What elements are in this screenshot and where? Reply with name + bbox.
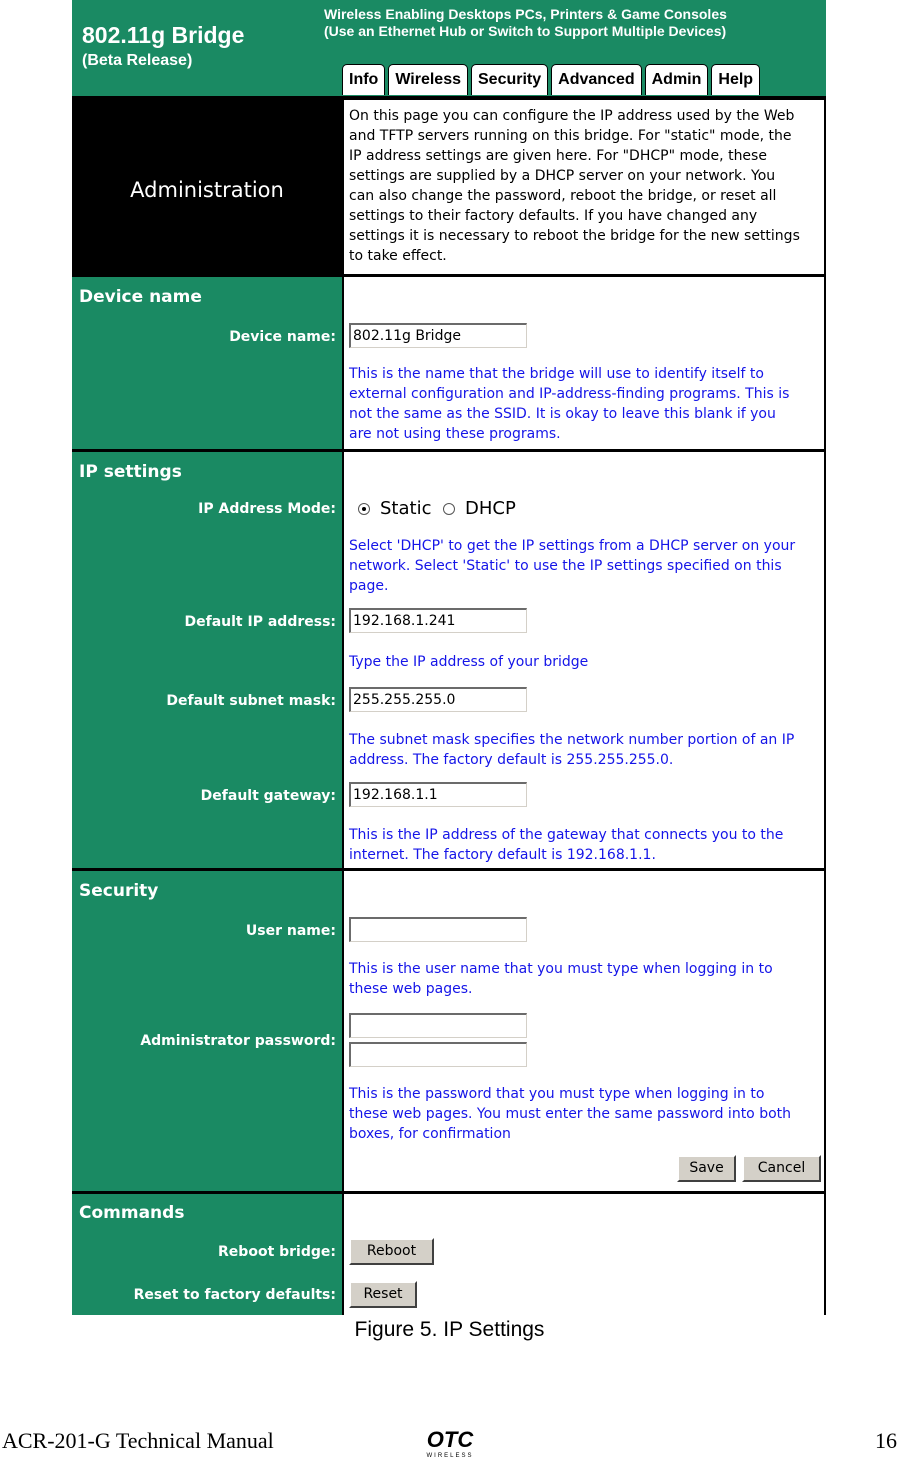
commands-left [72, 1194, 342, 1315]
reboot-label: Reboot bridge: [218, 1244, 336, 1260]
manual-title: ACR-201-G Technical Manual [2, 1428, 274, 1453]
intro-line: On this page you can configure the IP address used by the Web [349, 108, 795, 124]
tagline-line-2: (Use an Ethernet Hub or Switch to Support Multiple Devices) [324, 23, 727, 39]
nav-tabs [342, 64, 760, 96]
reset-button[interactable]: Reset [349, 1281, 417, 1308]
tab-help[interactable]: Help [711, 64, 760, 95]
section-title-device-name: Device name [79, 287, 202, 307]
help-line: network. Select 'Static' to use the IP settings specified on this [349, 558, 782, 574]
ip-address-help: Type the IP address of your bridge [349, 654, 589, 670]
help-line: This is the user name that you must type when logging in to [349, 961, 773, 977]
release-label: (Beta Release) [82, 52, 193, 69]
static-radio-label: Static [380, 498, 432, 519]
dhcp-radio-label: DHCP [465, 498, 516, 519]
section-title-commands: Commands [79, 1203, 185, 1223]
section-title-security: Security [79, 881, 159, 901]
cancel-button[interactable]: Cancel [742, 1155, 821, 1182]
password-confirm-input[interactable] [349, 1042, 527, 1067]
ip-settings-right [342, 452, 826, 870]
help-line: This is the IP address of the gateway that connects you to the [349, 827, 784, 843]
tab-info[interactable]: Info [342, 64, 385, 95]
reset-label: Reset to factory defaults: [133, 1287, 336, 1303]
help-line: page. [349, 578, 389, 594]
help-line: these web pages. You must enter the same password into both [349, 1106, 792, 1122]
help-line: external configuration and IP-address-finding programs. This is [349, 386, 790, 402]
subnet-mask-label: Default subnet mask: [166, 693, 336, 709]
tab-admin[interactable]: Admin [645, 64, 709, 95]
password-help [349, 1084, 819, 1144]
ip-address-label: Default IP address: [184, 614, 336, 630]
device-name-right [342, 277, 826, 451]
device-name-left [72, 277, 342, 451]
intro-line: settings to their factory defaults. If you have changed any [349, 208, 758, 224]
intro-line: can also change the password, reboot the bridge, or reset all [349, 188, 777, 204]
ip-mode-help [349, 536, 819, 596]
dhcp-radio[interactable] [443, 503, 455, 515]
figure-caption: Figure 5. IP Settings [354, 1318, 545, 1341]
help-line: The subnet mask specifies the network number portion of an IP [349, 732, 795, 748]
ip-settings-section [72, 449, 826, 870]
tab-advanced[interactable]: Advanced [551, 64, 641, 95]
intro-line: IP address settings are given here. For "DHCP" mode, these [349, 148, 767, 164]
device-name-input[interactable] [349, 323, 527, 348]
ip-address-input[interactable] [349, 608, 527, 633]
help-line: boxes, for confirmation [349, 1126, 511, 1142]
save-button[interactable]: Save [677, 1155, 736, 1182]
subnet-mask-help [349, 730, 819, 770]
password-input[interactable] [349, 1013, 527, 1038]
help-line: internet. The factory default is 192.168.1.1. [349, 847, 656, 863]
security-right [342, 871, 826, 1193]
logo-text: OTC [426, 1427, 474, 1452]
tagline-line-1: Wireless Enabling Desktops PCs, Printers & Game Consoles [324, 6, 727, 22]
page-number: 16 [875, 1428, 897, 1453]
page-title: Administration [130, 178, 284, 202]
page-header [72, 0, 826, 96]
gateway-label: Default gateway: [200, 788, 336, 804]
security-left [72, 871, 342, 1193]
intro-text-panel [342, 100, 826, 276]
intro-line: settings it is necessary to reboot the bridge for the new settings [349, 228, 800, 244]
device-name-help [349, 364, 819, 444]
intro-line: settings are supplied by a DHCP server on your network. You [349, 168, 776, 184]
help-line: Select 'DHCP' to get the IP settings from a DHCP server on your [349, 538, 796, 554]
device-name-section [72, 274, 826, 451]
intro-title-panel [72, 100, 342, 276]
section-title-ip-settings: IP settings [79, 462, 182, 482]
product-title: 802.11g Bridge [82, 22, 245, 48]
intro-line: to take effect. [349, 248, 447, 264]
commands-right [342, 1194, 826, 1315]
intro-line: and TFTP servers running on this bridge. For "static" mode, the [349, 128, 792, 144]
reboot-button[interactable]: Reboot [349, 1238, 434, 1265]
help-line: This is the name that the bridge will use to identify itself to [349, 366, 764, 382]
user-name-label: User name: [245, 923, 336, 939]
help-line: This is the password that you must type when logging in to [349, 1086, 765, 1102]
tagline [324, 6, 727, 40]
ip-mode-label: IP Address Mode: [198, 501, 336, 517]
intro-row [72, 96, 826, 276]
user-name-input[interactable] [349, 917, 527, 942]
help-line: these web pages. [349, 981, 473, 997]
otc-wireless-logo [418, 1427, 482, 1458]
logo-subtext: WIRELESS [426, 1453, 474, 1458]
bridge-config-page [72, 0, 826, 1315]
subnet-mask-input[interactable] [349, 687, 527, 712]
security-section [72, 868, 826, 1193]
help-line: not the same as the SSID. It is okay to leave this blank if you [349, 406, 776, 422]
device-name-label: Device name: [229, 329, 336, 345]
commands-section [72, 1191, 826, 1315]
user-name-help [349, 959, 819, 999]
static-radio[interactable] [358, 503, 370, 515]
admin-password-label: Administrator password: [140, 1033, 336, 1049]
ip-settings-left [72, 452, 342, 870]
tab-security[interactable]: Security [471, 64, 548, 95]
gateway-input[interactable] [349, 782, 527, 807]
tab-wireless[interactable]: Wireless [388, 64, 468, 95]
gateway-help [349, 825, 819, 865]
help-line: are not using these programs. [349, 426, 561, 442]
intro-description [349, 106, 829, 266]
help-line: address. The factory default is 255.255.255.0. [349, 752, 674, 768]
